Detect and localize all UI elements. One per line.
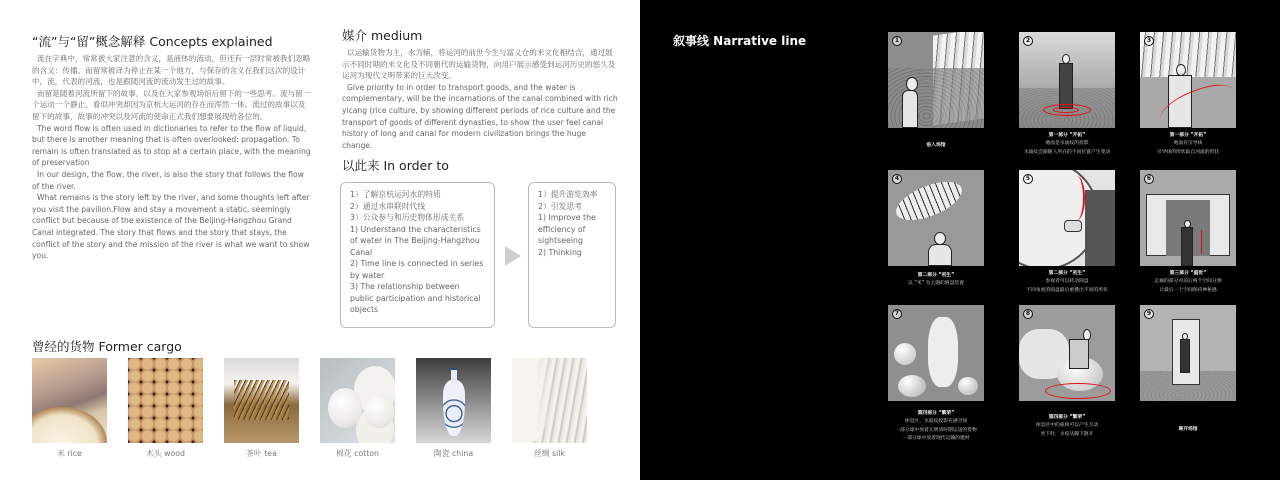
concepts-paragraph: What remains is the story left by the river, and some thoughts left after you visit the pavilion.Flow and stay a movement a static, seemingly conflict but because of the existence of the Beijing-Hangzhou Grand Canal integrated. The story that flows and the story that stays, the conflict of the story and the mission of the river is what we want to show you.: [32, 193, 310, 261]
storyboard-panel-2: [1019, 32, 1115, 128]
storyboard-panel-1: [888, 32, 984, 128]
medium-title: 媒介 medium: [342, 28, 423, 43]
cargo-label: 陶瓷 china: [433, 449, 474, 458]
storyboard-panel-9: [1140, 305, 1236, 401]
medium-paragraph: 以运输货物为主，水为辅，将运河的前世今生与富义仓的米文化相结合，通过展示不同时期的米文化及不同朝代的运输货物，向用户展示感受到运河历史的悠久及运河为现代文明带来的巨大改变。: [342, 48, 616, 81]
goal-item: 3）公众参与和历史物体形成关系: [350, 213, 465, 222]
caption-line: 一部分球中放着元明清时期运送的货物: [895, 427, 977, 433]
panel-caption-9: [1113, 426, 1263, 434]
caption-title: 第四部分 “繁荣”: [1048, 415, 1086, 420]
outcomes-box: [528, 182, 616, 328]
person-figure: [928, 244, 952, 266]
cargo-item-wood: [128, 358, 203, 459]
caption-title: 第三部分 “盛世”: [1169, 271, 1207, 276]
person-head: [906, 77, 918, 91]
concepts-body: [32, 53, 312, 262]
cargo-item-cotton: [320, 358, 395, 459]
wood-image: [128, 358, 203, 443]
outcome-item: 1) Improve the efficiency of sightseeing: [538, 213, 596, 245]
caption-line: 休息区，水波纹投影充满空间: [904, 419, 968, 425]
cotton-image: [320, 358, 395, 443]
panel-caption-7: [861, 410, 1011, 444]
caption-line: 休息区中的座椅可以产生互动: [1035, 423, 1099, 429]
concepts-paragraph: In our design, the flow, the river, is also the story that follows the flow of the river.: [32, 169, 304, 191]
concepts-paragraph: 流在字典中，常常被大家注意的含义，是液体的流动，但还有一层时常被我们忽略的含义：传播。而留常被译为停止在某一个地方，与保存的含义在我们这次的设计中，流，代表的河流，也是跟随河流的流动发生过的故事。: [32, 54, 311, 87]
storyboard-panel-6: [1140, 170, 1236, 266]
storyboard-panel-8: [1019, 305, 1115, 401]
panel-number-badge: 6: [1144, 174, 1154, 184]
panel-number-badge: 1: [892, 36, 902, 46]
panel-number-badge: 9: [1144, 309, 1154, 319]
cargo-title: 曾经的货物 Former cargo: [32, 339, 182, 354]
ripple-highlight: [1053, 107, 1079, 113]
caption-line: 走廊的部分对前后两个空间分割: [1154, 279, 1222, 285]
outcome-item: 2）引发思考: [538, 201, 582, 211]
caption-line: 地面有引导线: [1173, 141, 1203, 147]
arrow-right-icon: [505, 246, 521, 266]
goal-item: 1) Understand the characteristics of water in The Beijing-Hangzhou Canal: [350, 224, 481, 257]
caption-title: 离开场馆: [1178, 427, 1198, 432]
panel-number-badge: 8: [1023, 309, 1033, 319]
sphere-seat: [894, 343, 916, 365]
cargo-item-rice: [32, 358, 107, 459]
cargo-item-tea: [224, 358, 299, 459]
person-figure: [1069, 339, 1089, 369]
concepts-title: “流”与“留”概念解释 Concepts explained: [32, 34, 273, 49]
cargo-label: 棉花 cotton: [336, 449, 379, 458]
china-vase-image: [416, 358, 491, 443]
panel-caption-1: [861, 142, 1011, 150]
storyboard-panel-4: [888, 170, 984, 266]
outcome-item: 2) Thinking: [538, 247, 582, 257]
cargo-label: 丝绸 silk: [534, 449, 565, 458]
wave-walls: [1140, 32, 1236, 77]
cargo-label: 木头 wood: [146, 449, 185, 458]
in-order-to-title: 以此来 In order to: [342, 158, 449, 173]
caption-line: 水波纹会跟随人所在的不同位置产生变动: [1023, 149, 1111, 155]
direction-arrow: [1201, 230, 1202, 254]
outcome-item: 1）提升游览效率: [538, 190, 598, 199]
concepts-paragraph: The word flow is often used in dictionaries to refer to the flow of liquid, but there is another meaning that is often overlooked: propagation. To remain is often translated as to stop at a certain place, with the meaning of preservation: [32, 123, 311, 168]
panel-caption-6: [1113, 270, 1263, 295]
concepts-section: [32, 34, 312, 262]
caption-line: 坐下时，水纹从脚下散开: [1040, 431, 1094, 437]
panel-caption-3: [1113, 132, 1263, 157]
cargo-label: 茶叶 tea: [246, 449, 277, 458]
medium-body: [342, 47, 618, 151]
person-figure: [902, 90, 918, 128]
medium-paragraph: Give priority to in order to transport goods, and the water is complementary, will be the incarnations of the canal combined with rich yicang (rice culture, by showing different periods of rice culture and the transport of goods of different dynasties, to show the user feel canal history of long and canal for modern civilization brings the huge change.: [342, 82, 618, 150]
tea-image: [224, 358, 299, 443]
silk-image: [512, 358, 587, 443]
panel-number-badge: 2: [1023, 36, 1033, 46]
caption-title: 第四部分 “繁荣”: [917, 411, 955, 416]
narrative-title: 叙事线 Narrative line: [673, 34, 807, 48]
goal-item: 1）了解京杭运河水的特质: [350, 190, 441, 199]
hand: [1064, 220, 1082, 232]
caption-line: 一部分球中放着现代运输的建材: [902, 436, 970, 442]
panel-number-badge: 4: [892, 174, 902, 184]
person-figure: [1180, 339, 1190, 373]
concepts-paragraph: 而留是随着河流所留下的故事，以及在大家参观场馆后留下的一些思考。流与留一个运动一个静止，看似冲突却因为京杭大运河的存在而浑然一体。流过的故事以及留下的故事，故事的冲突以及河流的使命正式我们想要展现给各位的。: [32, 88, 311, 121]
person-figure: [1085, 190, 1115, 266]
storyboard-panel-5: [1019, 170, 1115, 266]
caption-title: 进入场馆: [926, 143, 946, 148]
storyboard-panel-3: [1140, 32, 1236, 128]
caption-title: 第二部分 “初生”: [917, 273, 955, 278]
caption-line: 引导线的形状取自河流的形状: [1156, 149, 1220, 155]
rice-disc-installation: [891, 174, 967, 228]
goal-item: 3) The relationship between public participation and historical objects: [350, 282, 481, 314]
goal-item: 2）通过水串联时代线: [350, 201, 426, 211]
goals-box: [340, 182, 495, 328]
rice-image: [32, 358, 107, 443]
caption-line: 参观者可以转动圆盘: [1045, 279, 1089, 285]
caption-title: 第一部分 “开拓”: [1169, 133, 1207, 138]
caption-line: 以 “米” 为主题的圆盘装置: [908, 281, 964, 287]
cargo-item-silk: [512, 358, 587, 459]
cargo-label: 米 rice: [57, 449, 82, 458]
caption-title: 第二部分 “初生”: [1048, 271, 1086, 276]
medium-section: [342, 28, 618, 151]
rotation-arrow: [1069, 176, 1085, 220]
person-figure: [1059, 63, 1073, 109]
panel-number-badge: 3: [1144, 36, 1154, 46]
caption-line: 让最后一个空间保持神秘感: [1159, 287, 1217, 293]
panel-number-badge: 5: [1023, 174, 1033, 184]
ripple-highlight: [1045, 383, 1111, 399]
cargo-item-china: [416, 358, 491, 459]
caption-title: 第一部分 “开拓”: [1048, 133, 1086, 138]
panel-number-badge: 7: [892, 309, 902, 319]
sphere-seat: [898, 375, 926, 397]
person-figure: [1181, 227, 1193, 266]
panel-caption-4: [861, 272, 1011, 289]
goal-item: 2) Time line is connected in series by water: [350, 259, 484, 280]
storyboard-panel-7: [888, 305, 984, 401]
sphere-seat: [958, 377, 978, 395]
caption-line: 地面是水波纹的投影: [1045, 141, 1089, 147]
projection-blob: [928, 317, 958, 387]
caption-line: 不同角度的圆盘最后重叠出不同的形状: [1026, 287, 1108, 293]
